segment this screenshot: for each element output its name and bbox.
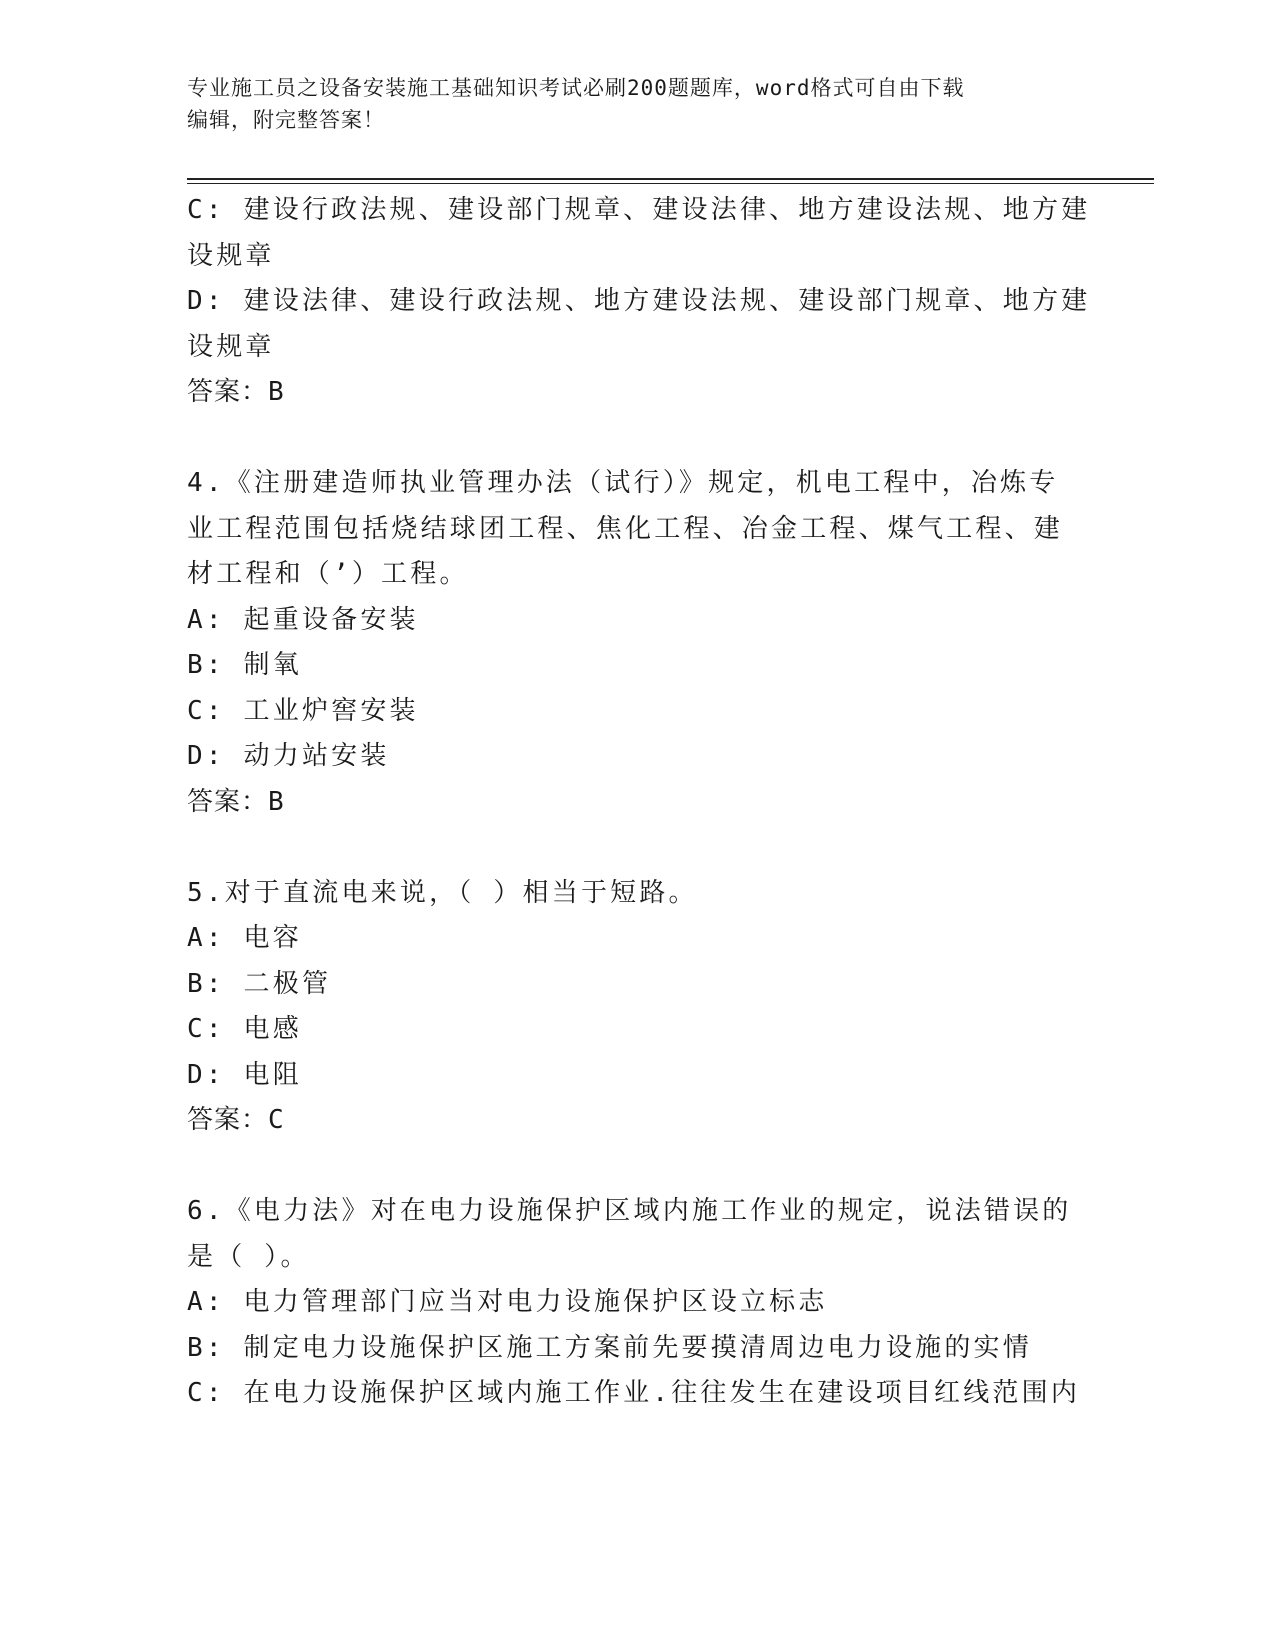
q6-stem-line2: 是（ ）。 (187, 1241, 310, 1272)
spacer (187, 416, 1087, 462)
q6-option-a: A: 电力管理部门应当对电力设施保护区设立标志 (187, 1287, 828, 1317)
q5-answer: 答案：C (187, 1105, 285, 1135)
q3-option-c-line1: C: 建设行政法规、建设部门规章、建设法律、地方建设法规、地方建 (187, 195, 1091, 225)
q4-answer: 答案：B (187, 786, 285, 817)
question-5 (187, 871, 1087, 1144)
document-body (187, 188, 1091, 1417)
q5-option-a: A: 电容 (187, 923, 302, 953)
q3-answer: 答案：B (187, 377, 285, 407)
question-4 (187, 461, 1087, 825)
q6-stem-line1: 6.《电力法》对在电力设施保护区域内施工作业的规定，说法错误的 (187, 1196, 1072, 1226)
q6-option-c: C: 在电力设施保护区域内施工作业.往往发生在建设项目红线范围内 (187, 1378, 1081, 1408)
q5-option-c: C: 电感 (187, 1014, 302, 1044)
q3-option-d-line1: D: 建设法律、建设行政法规、地方建设法规、建设部门规章、地方建 (187, 286, 1091, 316)
question-3-tail (187, 188, 1091, 416)
q4-option-a: A: 起重设备安装 (187, 604, 419, 635)
q3-option-c-line2: 设规章 (187, 240, 275, 271)
page-header (187, 72, 1087, 136)
q5-option-b: B: 二极管 (187, 968, 332, 999)
q3-option-d-line2: 设规章 (187, 331, 275, 362)
spacer (187, 825, 1087, 871)
q4-stem-line3: 材工程和（’）工程。 (187, 559, 469, 589)
q4-stem-line1: 4.《注册建造师执业管理办法（试行）》规定，机电工程中，冶炼专 (187, 468, 1059, 498)
q4-stem-line2: 业工程范围包括烧结球团工程、焦化工程、冶金工程、煤气工程、建 (187, 513, 1064, 544)
q4-option-b: B: 制氧 (187, 650, 302, 680)
q4-option-c: C: 工业炉窖安装 (187, 695, 419, 726)
header-divider-thin (187, 183, 1154, 184)
q6-option-b: B: 制定电力设施保护区施工方案前先要摸清周边电力设施的实情 (187, 1332, 1032, 1363)
q4-option-d: D: 动力站安装 (187, 741, 390, 771)
question-6 (187, 1189, 1087, 1417)
q5-stem: 5.对于直流电来说，（ ）相当于短路。 (187, 877, 698, 908)
header-divider-thick (187, 178, 1154, 180)
spacer (187, 1144, 1087, 1190)
q5-option-d: D: 电阻 (187, 1059, 302, 1090)
header-title-line1: 专业施工员之设备安装施工基础知识考试必刷200题题库，word格式可自由下载 (187, 76, 965, 100)
header-title-line2: 编辑，附完整答案！ (187, 108, 385, 132)
